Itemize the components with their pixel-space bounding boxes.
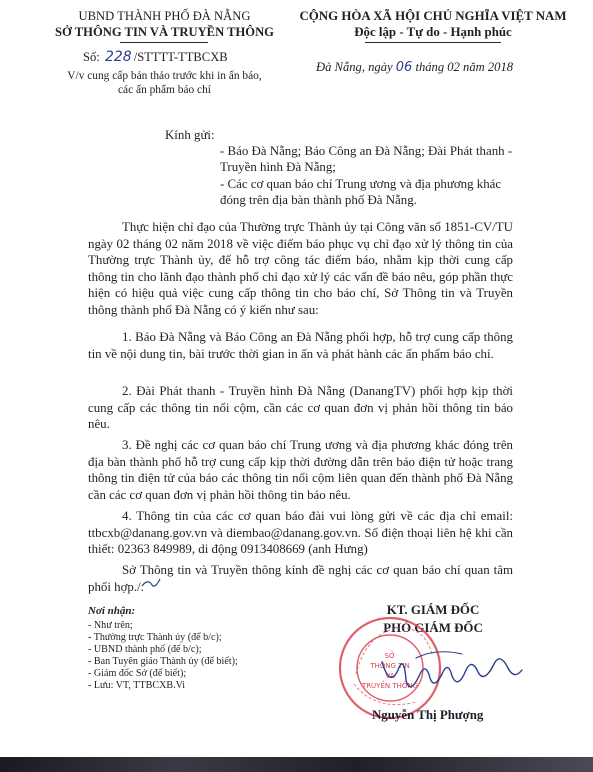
national-title: CỘNG HÒA XÃ HỘI CHỦ NGHĨA VIỆT NAM [299,9,567,23]
recipient-item: - Lưu: VT, TTBCXB.Vi [88,680,186,691]
date-day: 06 [395,60,413,75]
recipients-label: Nơi nhận: [88,605,136,617]
recipient-item: - Giám đốc Sở (để biết); [88,668,187,679]
recipient-item: - Ban Tuyên giáo Thành ủy (để biết); [88,656,238,667]
addressee-label: Kính gửi: [165,128,215,142]
number-label: Số: [83,50,100,64]
addressee-line3: - Các cơ quan báo chí Trung ương và địa phương khác [220,177,502,191]
svg-text:THÔNG TIN: THÔNG TIN [370,662,410,670]
subject-line1: V/v cung cấp bản thảo trước khi in ấn báo, [67,70,262,82]
svg-text:VÀ: VÀ [385,672,395,680]
body-item-4: 4. Thông tin của các cơ quan báo đài vui lòng gửi về các địa chỉ email: ttbcxb@danang.gov.vn và diembao@danang.gov.vn. Số điện thoại liên hệ khi cần thiết: 02363 849989, di động 0913408669 (anh Hưng) [88,509,513,557]
recipient-item: - Thường trực Thành ủy (để b/c); [88,632,222,643]
number-suffix: /STTTT-TTBCXB [133,50,228,64]
document-number [83,49,228,65]
motto-underline [365,42,501,43]
body-closing: Sở Thông tin và Truyền thông kính đề nghị các cơ quan báo chí quan tâm phối hợp./. [88,563,513,594]
body-intro: Thực hiện chỉ đạo của Thường trực Thành ủy tại Công văn số 1851-CV/TU ngày 02 tháng 02 năm 2018 về việc điểm báo phục vụ chỉ đạo xử lý thông tin của Thường trực Thành ủy, để hỗ trợ công tác điểm báo, nhằm kịp thời cung cấp thông tin cho lãnh đạo thành phố chỉ đạo xử lý các vấn đề báo nêu, góp phần thực hiện có hiệu quả việc cung cấp thông tin cho báo chí, Sở Thông tin và Truyền thông thành phố Đà Nẵng có ý kiến như sau: [88,220,513,317]
date-prefix: Đà Nẵng, ngày [316,60,393,74]
subject-line2: các ấn phẩm báo chí [118,84,211,96]
signature-title1: KT. GIÁM ĐỐC [386,603,480,617]
signer-name: Nguyễn Thị Phượng [372,708,484,722]
body-item-3: 3. Đề nghị các cơ quan báo chí Trung ương và địa phương khác đóng trên địa bàn thành phố hỗ trợ cung cấp kịp thời đường dẫn trên báo điện tử hoặc trang thông tin điện tử của báo các thông tin nổi cộm liên quan đến thành phố Đà Nẵng cần các cơ quan đơn vị phản hồi thông tin báo nêu. [88,438,513,502]
date-suffix: tháng 02 năm 2018 [415,60,514,74]
initial-mark-icon [140,576,162,590]
svg-text:TRUYỀN THÔNG: TRUYỀN THÔNG [361,682,419,690]
national-motto: Độc lập - Tự do - Hạnh phúc [354,25,512,39]
org-name-line2: SỞ THÔNG TIN VÀ TRUYỀN THÔNG [55,25,274,39]
addressee-line4: đóng trên địa bàn thành phố Đà Nẵng. [220,193,417,207]
number-handwritten: 228 [104,49,132,65]
body-item-1: 1. Báo Đà Nẵng và Báo Công an Đà Nẵng phối hợp, hỗ trợ cung cấp thông tin về nội dung tin, bài trước thời gian in ấn và phát hành các ấn phẩm báo chí. [88,330,513,361]
svg-text:SỞ: SỞ [384,652,396,660]
handwritten-signature-icon [376,640,526,706]
org-name-line1: UBND THÀNH PHỐ ĐÀ NẴNG [78,9,251,23]
body-item-2: 2. Đài Phát thanh - Truyền hình Đà Nẵng (DanangTV) phối hợp kịp thời cung cấp các thông tin nổi cộm, cần các cơ quan đơn vị phản hồi thông tin báo nêu. [88,384,513,432]
addressee-line1: - Báo Đà Nẵng; Báo Công an Đà Nẵng; Đài Phát thanh - [220,144,513,158]
document-date [316,60,513,75]
recipient-item: - UBND thành phố (để b/c); [88,644,202,655]
addressee-line2: Truyền hình Đà Nẵng; [220,160,336,174]
signature-title2: PHÓ GIÁM ĐỐC [383,621,483,635]
org-underline [120,42,208,43]
scanner-edge-strip [0,757,593,772]
recipient-item: - Như trên; [88,620,133,631]
